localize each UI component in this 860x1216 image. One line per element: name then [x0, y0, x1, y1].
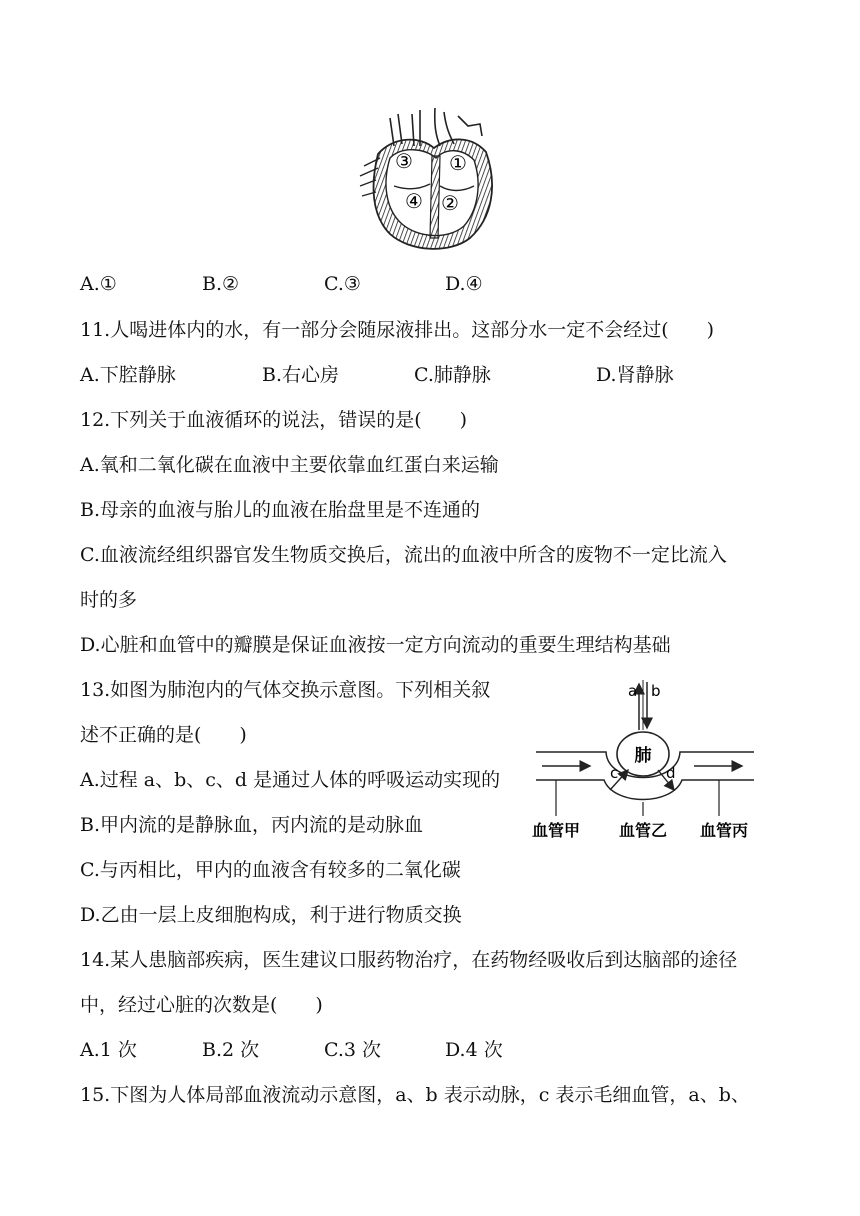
- vessel-label-jia: 血管甲: [531, 821, 581, 840]
- q12-option-a: A.氧和二氧化碳在血液中主要依靠血红蛋白来运输: [80, 454, 499, 476]
- q14-option-b: B.2 次: [202, 1039, 260, 1061]
- arrow-label-a: a: [628, 682, 638, 700]
- q11-option-b: B.右心房: [262, 364, 340, 386]
- q13-stem-line1: 13.如图为肺泡内的气体交换示意图。下列相关叙: [80, 679, 491, 701]
- arrow-label-c: c: [610, 764, 619, 782]
- q14-stem-line1: 14.某人患脑部疾病，医生建议口服药物治疗，在药物经吸收后到达脑部的途径: [80, 949, 738, 971]
- q15-stem-line1: 15.下图为人体局部血液流动示意图，a、b 表示动脉，c 表示毛细血管，a、b、: [80, 1084, 750, 1106]
- q13-option-c: C.与丙相比，甲内的血液含有较多的二氧化碳: [80, 859, 461, 881]
- q13-option-d: D.乙由一层上皮细胞构成，利于进行物质交换: [80, 904, 462, 926]
- q13-stem-line2: 述不正确的是( ): [80, 724, 247, 746]
- alveolus-figure: [524, 674, 764, 844]
- alveolus-label: 肺: [634, 746, 652, 766]
- heart-chamber-label: ②: [441, 191, 459, 215]
- q12-option-d: D.心脏和血管中的瓣膜是保证血液按一定方向流动的重要生理结构基础: [80, 634, 671, 656]
- q10-option-d: D.④: [445, 273, 483, 295]
- heart-chamber-label: ③: [395, 149, 413, 173]
- q13-option-a: A.过程 a、b、c、d 是通过人体的呼吸运动实现的: [80, 769, 501, 791]
- heart-chamber-label: ①: [449, 151, 467, 175]
- q14-stem-line2: 中，经过心脏的次数是( ): [80, 994, 323, 1016]
- q11-stem: 11.人喝进体内的水，有一部分会随尿液排出。这部分水一定不会经过( ): [80, 319, 715, 341]
- q11-option-d: D.肾静脉: [596, 364, 674, 386]
- arrow-label-d: d: [666, 764, 676, 782]
- q12-option-b: B.母亲的血液与胎儿的血液在胎盘里是不连通的: [80, 499, 481, 521]
- heart-chamber-label: ④: [405, 189, 423, 213]
- q11-option-c: C.肺静脉: [414, 364, 491, 386]
- arrow-label-b: b: [651, 682, 661, 700]
- q11-option-a: A.下腔静脉: [80, 364, 176, 386]
- q14-option-c: C.3 次: [324, 1039, 382, 1061]
- vessel-label-yi: 血管乙: [618, 821, 668, 840]
- vessel-label-bing: 血管丙: [699, 821, 749, 840]
- q14-option-a: A.1 次: [80, 1039, 137, 1061]
- q14-option-d: D.4 次: [445, 1039, 503, 1061]
- q12-option-c-line2: 时的多: [80, 589, 138, 611]
- q10-option-a: A.①: [80, 273, 117, 295]
- q10-option-b: B.②: [202, 273, 240, 295]
- q13-option-b: B.甲内流的是静脉血，丙内流的是动脉血: [80, 814, 424, 836]
- heart-figure: [350, 106, 510, 256]
- q10-option-c: C.③: [324, 273, 361, 295]
- q12-option-c-line1: C.血液流经组织器官发生物质交换后，流出的血液中所含的废物不一定比流入: [80, 544, 727, 566]
- q12-stem: 12.下列关于血液循环的说法，错误的是( ): [80, 409, 468, 431]
